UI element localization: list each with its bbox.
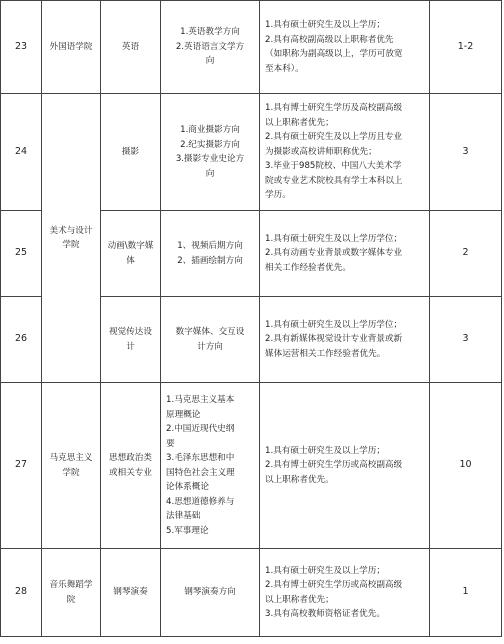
major-cell: 思想政治类或相关专业	[101, 383, 161, 549]
college-cell: 美术与设计学院	[42, 94, 101, 383]
count-cell: 1	[430, 549, 502, 637]
direction-cell: 1、视频后期方向 2、插画绘制方向	[161, 211, 260, 297]
college-cell: 外国语学院	[42, 1, 101, 94]
count-cell: 3	[430, 297, 502, 383]
row-number: 27	[1, 383, 42, 549]
row-number: 25	[1, 211, 42, 297]
table-row	[1, 383, 502, 549]
major-cell: 动画\数字媒体	[101, 211, 161, 297]
major-cell: 英语	[101, 1, 161, 94]
requirements-cell: 1.具有硕士研究生及以上学历； 2.具有博士研究生学历或高校副高级 以上职称者优先； 3.具有高校教师资格证者优先。	[260, 549, 430, 637]
major-cell: 钢琴演奏	[101, 549, 161, 637]
table-row	[1, 549, 502, 637]
requirements-cell: 1.具有博士研究生学历及高校副高级 以上职称者优先； 2.具有硕士研究生及以上学历且专业 为摄影或高校讲师职称优先； 3.毕业于985院校、中国八大美术学 院或专业艺术院校具有学士本科以上 学历。	[260, 94, 430, 211]
table-row	[1, 1, 502, 94]
row-number: 26	[1, 297, 42, 383]
requirements-cell: 1.具有硕士研究生及以上学历； 2.具有博士研究生学历或高校副高级 以上职称者优先。	[260, 383, 430, 549]
college-cell: 马克思主义学院	[42, 383, 101, 549]
row-number: 23	[1, 1, 42, 94]
row-number: 28	[1, 549, 42, 637]
direction-cell: 1.商业摄影方向 2.纪实摄影方向 3.摄影专业史论方 向	[161, 94, 260, 211]
direction-cell: 1.马克思主义基本 原理概论 2.中国近现代史纲 要 3.毛泽东思想和中 国特色社会主义理 论体系概论 4.思想道德修养与 法律基础 5.军事理论	[161, 383, 260, 549]
row-number: 24	[1, 94, 42, 211]
count-cell: 2	[430, 211, 502, 297]
direction-cell: 数字媒体、交互设 计方向	[161, 297, 260, 383]
count-cell: 10	[430, 383, 502, 549]
requirements-cell: 1.具有硕士研究生及以上学历学位； 2.具有动画专业背景或数字媒体专业 相关工作经验者优先。	[260, 211, 430, 297]
count-cell: 1-2	[430, 1, 502, 94]
major-cell: 视觉传达设计	[101, 297, 161, 383]
count-cell: 3	[430, 94, 502, 211]
requirements-cell: 1.具有硕士研究生及以上学历学位； 2.具有新媒体视觉设计专业背景或新 媒体运营相关工作经验者优先。	[260, 297, 430, 383]
direction-cell: 钢琴演奏方向	[161, 549, 260, 637]
major-cell: 摄影	[101, 94, 161, 211]
college-cell: 音乐舞蹈学院	[42, 549, 101, 637]
requirements-cell: 1.具有硕士研究生及以上学历； 2.具有高校副高级以上职称者优先 （如职称为副高级以上，学历可放宽 至本科）。	[260, 1, 430, 94]
table-row	[1, 94, 502, 211]
direction-cell: 1.英语教学方向 2.英语语言文学方 向	[161, 1, 260, 94]
